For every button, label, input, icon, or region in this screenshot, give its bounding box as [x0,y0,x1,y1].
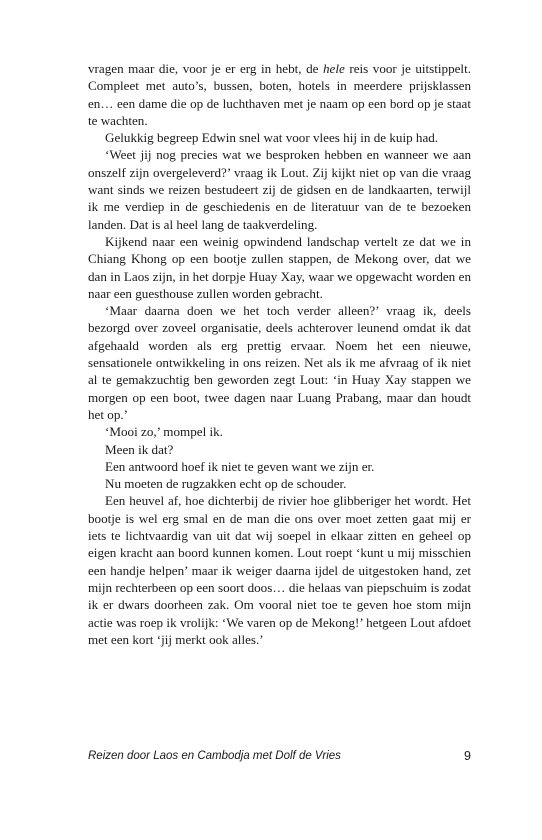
emphasis: hele [322,61,345,76]
page-number: 9 [464,749,471,763]
paragraph-6: ‘Mooi zo,’ mompel ik. [105,424,223,440]
paragraph-3: ‘Weet jij nog precies wat we besproken hebben en wanneer we aan onszelf zijn overgeleverd?’ vraag ik Lout. Zij kijkt niet op van die vraag want sinds we reizen bestudeert zij de gidsen en de landkaarten, terwijl ik me verdiep in de geschiedenis en de literatuur van de te bezoeken landen. Dat is al heel lang de taakverdeling. [88,147,471,232]
running-footer-title: Reizen door Laos en Cambodja met Dolf de Vries [88,750,341,762]
paragraph-4: Kijkend naar een weinig opwindend landschap vertelt ze dat we in Chiang Khong op een bootje zullen stappen, de Mekong over, dat we dan in Laos zijn, in het dorpje Huay Xay, waar we opgewacht worden en naar een guesthouse zullen worden gebracht. [88,233,471,301]
body-text [88,60,471,648]
paragraph-1: vragen maar die, voor je er erg in hebt, de hele reis voor je uitstippelt. Compleet met auto’s, bussen, boten, hotels in meerdere prijsklassen en… een dame die op de luchthaven met je naam op een bord op je staat te wachten. [88,61,471,128]
paragraph-2: Gelukkig begreep Edwin snel wat voor vlees hij in de kuip had. [105,130,439,146]
paragraph-5: ‘Maar daarna doen we het toch verder alleen?’ vraag ik, deels bezorgd over zoveel organisatie, deels achterover leunend omdat ik dat afgehaald worden als erg prettig ervaar. Noem het een nieuwe, sensationele ontwikkeling in ons reizen. Net als ik me afvraag of ik niet al te gemakzuchtig ben geworden zegt Lout: ‘in Huay Xay stappen we morgen op een boot, twee dagen naar Luang Prabang, maar dan houdt het op.’ [88,303,471,422]
paragraph-8: Een antwoord hoef ik niet te geven want we zijn er. [105,458,375,474]
paragraph-10: Een heuvel af, hoe dichterbij de rivier hoe glibberiger het wordt. Het bootje is wel erg smal en de man die ons over moet zetten gaat mij er iets te lichtvaardig van uit dat wij soepel in elkaar zitten en geheel op eigen kracht aan boord kunnen komen. Lout roept ‘kunt u mij misschien een handje helpen’ maar ik weiger daarna ijdel de uitgestoken hand, zet mijn rechterbeen op een soort doos… die helaas van piepschuim is zodat ik er dwars doorheen zak. Om vooral niet toe te geven hoe stom mijn actie was roep ik vrolijk: ‘We varen op de Mekong!’ hetgeen Lout afdoet met een kort ‘jij merkt ook alles.’ [88,493,471,647]
paragraph-9: Nu moeten de rugzakken echt op de schouder. [105,476,347,492]
paragraph-7: Meen ik dat? [105,441,174,457]
